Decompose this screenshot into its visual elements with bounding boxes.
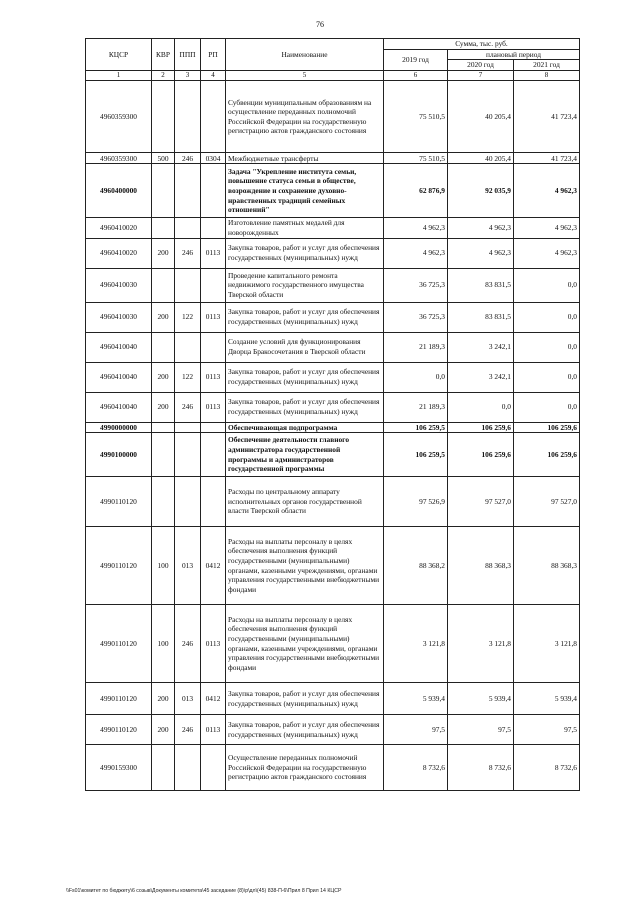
cell-2020: 3 242,1: [448, 332, 514, 362]
cell-2021: 0,0: [514, 362, 580, 392]
cell-kcsr: 4960410020: [86, 218, 152, 238]
table-row: [86, 153, 580, 164]
column-number: 1: [86, 70, 152, 81]
table-row: [86, 477, 580, 527]
table-row: [86, 164, 580, 218]
cell-kvr: 200: [152, 302, 175, 332]
column-number: 3: [175, 70, 201, 81]
cell-name: Задача "Укрепление института семьи, повышение статуса семьи в обществе, возрождение и сохранение духовно-нравственных традиций семейных отношений": [226, 164, 384, 218]
cell-2020: 83 831,5: [448, 302, 514, 332]
cell-rp: 0113: [201, 238, 226, 268]
header-ppp: ППП: [175, 39, 201, 71]
cell-rp: [201, 332, 226, 362]
cell-ppp: 246: [175, 238, 201, 268]
cell-2019: 97 526,9: [384, 477, 448, 527]
header-2019: 2019 год: [384, 49, 448, 70]
page-number: 76: [316, 20, 324, 29]
cell-2019: 62 876,9: [384, 164, 448, 218]
cell-kcsr: 4990110120: [86, 477, 152, 527]
cell-rp: [201, 81, 226, 153]
cell-2020: 8 732,6: [448, 745, 514, 791]
table-row: [86, 527, 580, 605]
cell-name: Закупка товаров, работ и услуг для обеспечения государственных (муниципальных) нужд: [226, 362, 384, 392]
cell-kvr: [152, 422, 175, 433]
cell-rp: 0304: [201, 153, 226, 164]
cell-2020: 106 259,6: [448, 422, 514, 433]
cell-rp: [201, 268, 226, 302]
cell-kcsr: 4960400000: [86, 164, 152, 218]
cell-2021: 0,0: [514, 332, 580, 362]
header-sum: Сумма, тыс. руб.: [384, 39, 580, 50]
cell-2021: 106 259,6: [514, 433, 580, 477]
cell-2019: 75 510,5: [384, 153, 448, 164]
column-number: 2: [152, 70, 175, 81]
cell-2020: 88 368,3: [448, 527, 514, 605]
cell-ppp: [175, 164, 201, 218]
cell-2019: 75 510,5: [384, 81, 448, 153]
column-number-row: [86, 70, 580, 81]
cell-name: Закупка товаров, работ и услуг для обеспечения государственных (муниципальных) нужд: [226, 392, 384, 422]
cell-name: Изготовление памятных медалей для новорожденных: [226, 218, 384, 238]
cell-rp: 0113: [201, 392, 226, 422]
header-2021: 2021 год: [514, 60, 580, 71]
cell-ppp: [175, 433, 201, 477]
cell-kvr: 100: [152, 605, 175, 683]
cell-kcsr: 4990110120: [86, 605, 152, 683]
header-plan-period: плановый период: [448, 49, 580, 60]
cell-2020: 3 242,1: [448, 362, 514, 392]
cell-ppp: [175, 422, 201, 433]
header-rp: РП: [201, 39, 226, 71]
cell-2021: 4 962,3: [514, 164, 580, 218]
cell-ppp: 246: [175, 715, 201, 745]
cell-kvr: 200: [152, 362, 175, 392]
cell-ppp: [175, 332, 201, 362]
cell-2021: 106 259,6: [514, 422, 580, 433]
cell-ppp: [175, 268, 201, 302]
cell-2020: 106 259,6: [448, 433, 514, 477]
cell-name: Межбюджетные трансферты: [226, 153, 384, 164]
cell-2020: 97 527,0: [448, 477, 514, 527]
header-kcsr: КЦСР: [86, 39, 152, 71]
table-row: [86, 362, 580, 392]
table-row: [86, 238, 580, 268]
cell-2021: 5 939,4: [514, 683, 580, 715]
cell-2020: 97,5: [448, 715, 514, 745]
cell-kvr: [152, 745, 175, 791]
cell-rp: 0113: [201, 362, 226, 392]
cell-name: Осуществление переданных полномочий Российской Федерации на государственную регистрацию актов гражданского состояния: [226, 745, 384, 791]
budget-table: [85, 38, 580, 791]
cell-2021: 88 368,3: [514, 527, 580, 605]
table-row: [86, 268, 580, 302]
cell-name: Расходы по центральному аппарату исполнительных органов государственной власти Тверской области: [226, 477, 384, 527]
cell-kvr: 100: [152, 527, 175, 605]
cell-kcsr: 4960359300: [86, 153, 152, 164]
cell-kcsr: 4990110120: [86, 527, 152, 605]
cell-kvr: [152, 433, 175, 477]
cell-name: Расходы на выплаты персоналу в целях обеспечения выполнения функций государственными (муниципальными) органами, казенными учреждениями, органами управления государственными внебюджетными фондами: [226, 605, 384, 683]
cell-name: Закупка товаров, работ и услуг для обеспечения государственных (муниципальных) нужд: [226, 238, 384, 268]
cell-name: Закупка товаров, работ и услуг для обеспечения государственных (муниципальных) нужд: [226, 683, 384, 715]
header-kvr: КВР: [152, 39, 175, 71]
cell-rp: 0412: [201, 683, 226, 715]
cell-ppp: 246: [175, 392, 201, 422]
cell-kvr: 500: [152, 153, 175, 164]
cell-2021: 3 121,8: [514, 605, 580, 683]
header-2020: 2020 год: [448, 60, 514, 71]
cell-ppp: [175, 218, 201, 238]
cell-ppp: [175, 81, 201, 153]
cell-2021: 4 962,3: [514, 238, 580, 268]
cell-2021: 97 527,0: [514, 477, 580, 527]
cell-kvr: [152, 332, 175, 362]
header-name: Наименование: [226, 39, 384, 71]
cell-rp: [201, 433, 226, 477]
cell-2020: 40 205,4: [448, 153, 514, 164]
table-row: [86, 745, 580, 791]
cell-2019: 5 939,4: [384, 683, 448, 715]
cell-2019: 106 259,5: [384, 422, 448, 433]
cell-2019: 97,5: [384, 715, 448, 745]
cell-kcsr: 4990110120: [86, 683, 152, 715]
column-number: 4: [201, 70, 226, 81]
cell-name: Обеспечение деятельности главного администратора государственной программы и администраторов государственной программы: [226, 433, 384, 477]
cell-2021: 0,0: [514, 268, 580, 302]
table-row: [86, 605, 580, 683]
table-row: [86, 302, 580, 332]
cell-2019: 88 368,2: [384, 527, 448, 605]
cell-2021: 8 732,6: [514, 745, 580, 791]
cell-2020: 3 121,8: [448, 605, 514, 683]
cell-2021: 0,0: [514, 392, 580, 422]
cell-2021: 4 962,3: [514, 218, 580, 238]
cell-kcsr: 4960410040: [86, 362, 152, 392]
cell-2020: 4 962,3: [448, 238, 514, 268]
cell-2019: 36 725,3: [384, 302, 448, 332]
cell-rp: 0412: [201, 527, 226, 605]
column-number: 5: [226, 70, 384, 81]
cell-2019: 36 725,3: [384, 268, 448, 302]
cell-2019: 0,0: [384, 362, 448, 392]
cell-rp: [201, 477, 226, 527]
cell-kvr: [152, 81, 175, 153]
cell-kcsr: 4990000000: [86, 422, 152, 433]
cell-ppp: [175, 477, 201, 527]
column-number: 7: [448, 70, 514, 81]
table-row: [86, 683, 580, 715]
cell-kvr: [152, 268, 175, 302]
cell-2021: 97,5: [514, 715, 580, 745]
cell-2019: 106 259,5: [384, 433, 448, 477]
column-number: 6: [384, 70, 448, 81]
cell-kcsr: 4960410030: [86, 302, 152, 332]
cell-2019: 8 732,6: [384, 745, 448, 791]
cell-kcsr: 4990110120: [86, 715, 152, 745]
table-row: [86, 218, 580, 238]
cell-kvr: [152, 218, 175, 238]
column-number: 8: [514, 70, 580, 81]
cell-kvr: 200: [152, 238, 175, 268]
cell-ppp: 122: [175, 302, 201, 332]
cell-rp: [201, 218, 226, 238]
table-row: [86, 422, 580, 433]
cell-kcsr: 4960359300: [86, 81, 152, 153]
cell-kvr: [152, 164, 175, 218]
cell-name: Расходы на выплаты персоналу в целях обеспечения выполнения функций государственными (муниципальными) органами, казенными учреждениями, органами управления государственными внебюджетными фондами: [226, 527, 384, 605]
cell-2021: 41 723,4: [514, 81, 580, 153]
cell-kcsr: 4990159300: [86, 745, 152, 791]
cell-rp: [201, 164, 226, 218]
cell-ppp: 013: [175, 683, 201, 715]
table-row: [86, 332, 580, 362]
cell-kcsr: 4990100000: [86, 433, 152, 477]
cell-2019: 3 121,8: [384, 605, 448, 683]
cell-kcsr: 4960410040: [86, 332, 152, 362]
cell-rp: [201, 745, 226, 791]
cell-kvr: 200: [152, 683, 175, 715]
cell-kcsr: 4960410020: [86, 238, 152, 268]
cell-kvr: [152, 477, 175, 527]
cell-2019: 4 962,3: [384, 238, 448, 268]
cell-2020: 5 939,4: [448, 683, 514, 715]
cell-2019: 21 189,3: [384, 332, 448, 362]
cell-2020: 40 205,4: [448, 81, 514, 153]
footer-file-path: \\Fs01\комитет по бюджету\6 созыв\Документы комитета\45 заседание (8)\p\дл\(45) 838-П-6\Прил 8 Прил 14 КЦСР: [66, 888, 342, 894]
cell-2019: 21 189,3: [384, 392, 448, 422]
cell-name: Создание условий для функционирования Дворца Бракосочетания в Тверской области: [226, 332, 384, 362]
cell-kcsr: 4960410040: [86, 392, 152, 422]
cell-kvr: 200: [152, 715, 175, 745]
table-row: [86, 392, 580, 422]
cell-kvr: 200: [152, 392, 175, 422]
cell-2019: 4 962,3: [384, 218, 448, 238]
cell-2021: 0,0: [514, 302, 580, 332]
cell-2020: 92 035,9: [448, 164, 514, 218]
cell-2020: 83 831,5: [448, 268, 514, 302]
cell-ppp: [175, 745, 201, 791]
cell-name: Обеспечивающая подпрограмма: [226, 422, 384, 433]
table-row: [86, 433, 580, 477]
cell-ppp: 246: [175, 605, 201, 683]
cell-kcsr: 4960410030: [86, 268, 152, 302]
table-body: [86, 81, 580, 791]
cell-name: Проведение капитального ремонта недвижимого государственного имущества Тверской области: [226, 268, 384, 302]
cell-rp: 0113: [201, 715, 226, 745]
cell-name: Закупка товаров, работ и услуг для обеспечения государственных (муниципальных) нужд: [226, 302, 384, 332]
cell-ppp: 122: [175, 362, 201, 392]
cell-rp: 0113: [201, 302, 226, 332]
cell-ppp: 013: [175, 527, 201, 605]
cell-2021: 41 723,4: [514, 153, 580, 164]
table-row: [86, 715, 580, 745]
cell-rp: 0113: [201, 605, 226, 683]
cell-name: Закупка товаров, работ и услуг для обеспечения государственных (муниципальных) нужд: [226, 715, 384, 745]
cell-ppp: 246: [175, 153, 201, 164]
cell-name: Субвенции муниципальным образованиям на осуществление переданных полномочий Российской Федерации на государственную регистрацию актов гражданского состояния: [226, 81, 384, 153]
cell-2020: 0,0: [448, 392, 514, 422]
cell-2020: 4 962,3: [448, 218, 514, 238]
table-row: [86, 81, 580, 153]
cell-rp: [201, 422, 226, 433]
